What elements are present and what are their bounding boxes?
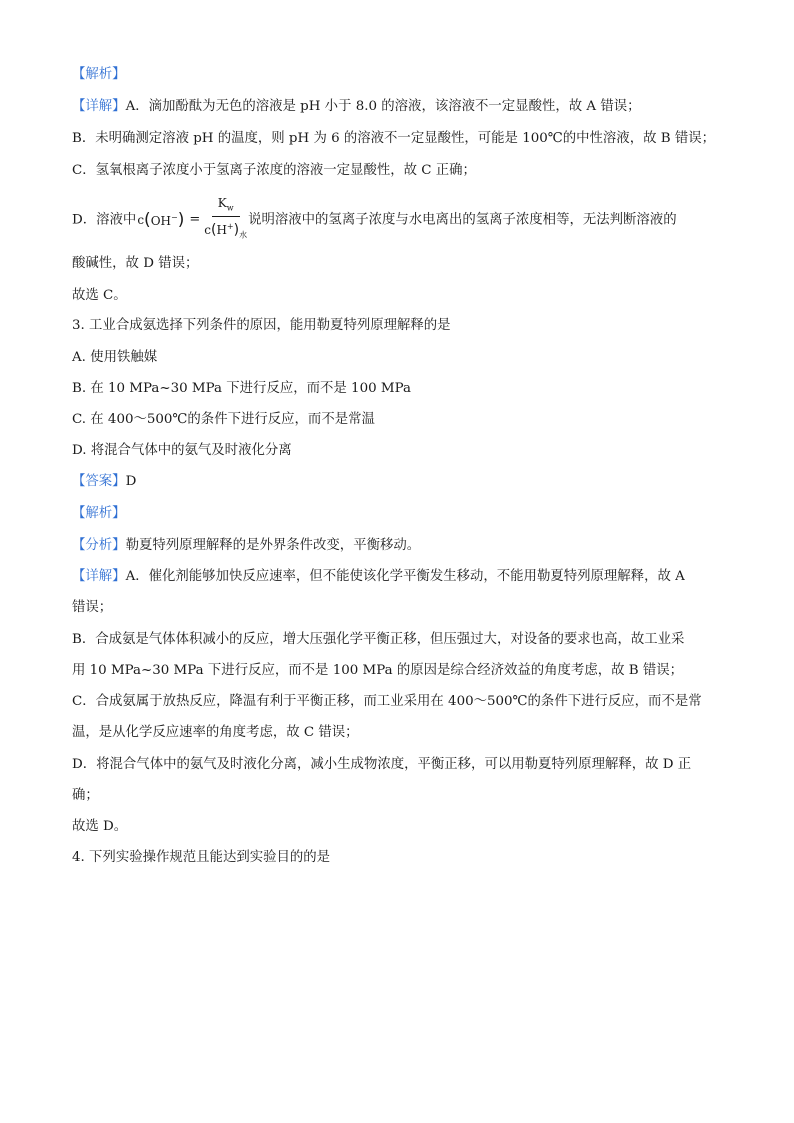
detail-text-a: A．滴加酚酞为无色的溶液是 pH 小于 8.0 的溶液，该溶液不一定显酸性，故 A 错误； [125, 99, 641, 114]
q3-option-b: B. 在 10 MPa~30 MPa 下进行反应，而不是 100 MPa [72, 381, 411, 396]
q3-answer-line [72, 472, 136, 492]
q3-option-a: A. 使用铁触媒 [72, 350, 158, 365]
fraction: $\frac{K_w}{c(H^+)_水}$ [204, 196, 248, 240]
detail-line-d-cont: 酸碱性，故 D 错误； [72, 256, 199, 271]
q3-detail-d-cont: 确； [72, 788, 99, 803]
answer-label: 【答案】 [72, 474, 126, 489]
answer-value: D [125, 474, 137, 489]
choose-line-1: 故选 C。 [72, 288, 127, 303]
choose-line-2: 故选 D。 [72, 819, 128, 834]
q3-detail-c: C．合成氨属于放热反应，降温有利于平衡正移，而工业采用在 400～500℃的条件下进行反应，而不是常 [72, 694, 702, 709]
q3-option-d: D. 将混合气体中的氨气及时液化分离 [72, 443, 292, 458]
q3-detail-d: D．将混合气体中的氨气及时液化分离，减小生成物浓度，平衡正移，可以用勒夏特列原理解释，故 D 正 [72, 757, 692, 772]
section-jiexi-label: 【解析】 [72, 67, 126, 82]
detail-line-d [72, 196, 677, 244]
detail-label: 【详解】 [72, 99, 126, 114]
analysis-label: 【分析】 [72, 538, 126, 553]
detail-d-suffix: 说明溶液中的氢离子浓度与水电离出的氢离子浓度相等，无法判断溶液的 [248, 212, 677, 228]
q3-detail-label: 【详解】 [72, 569, 126, 584]
q3-detail-b: B．合成氨是气体体积减小的反应，增大压强化学平衡正移，但压强过大，对设备的要求也高，故工业采 [72, 632, 685, 647]
q3-analysis-line [72, 536, 420, 556]
q3-detail-b-cont: 用 10 MPa~30 MPa 下进行反应，而不是 100 MPa 的原因是综合经济效益的角度考虑，故 B 错误； [72, 663, 684, 678]
detail-line-c: C．氢氧根离子浓度小于氢离子浓度的溶液一定显酸性，故 C 正确； [72, 163, 476, 178]
kw-formula: c ( OH− ) = $\frac{K_w}{c(H^+)_水}$ [137, 196, 247, 244]
q3-jiexi-label: 【解析】 [72, 506, 126, 521]
question-4-stem: 4. 下列实验操作规范且能达到实验目的的是 [72, 850, 331, 865]
q3-detail-c-cont: 温，是从化学反应速率的角度考虑，故 C 错误； [72, 725, 359, 740]
analysis-text: 勒夏特列原理解释的是外界条件改变，平衡移动。 [125, 538, 421, 553]
detail-line-b: B．未明确测定溶液 pH 的温度，则 pH 为 6 的溶液不一定显酸性，可能是 100℃的中性溶液，故 B 错误； [72, 131, 715, 146]
detail-d-prefix: D．溶液中 [72, 212, 137, 228]
question-3-stem: 3. 工业合成氨选择下列条件的原因，能用勒夏特列原理解释的是 [72, 318, 451, 333]
q3-detail-a-cont: 错误； [72, 600, 113, 615]
q3-detail-a: 【详解】A．催化剂能够加快反应速率，但不能使该化学平衡发生移动，不能用勒夏特列原理解释，故 A [72, 569, 685, 584]
detail-line-a [72, 97, 641, 117]
q3-option-c: C. 在 400～500℃的条件下进行反应，而不是常温 [72, 412, 375, 427]
